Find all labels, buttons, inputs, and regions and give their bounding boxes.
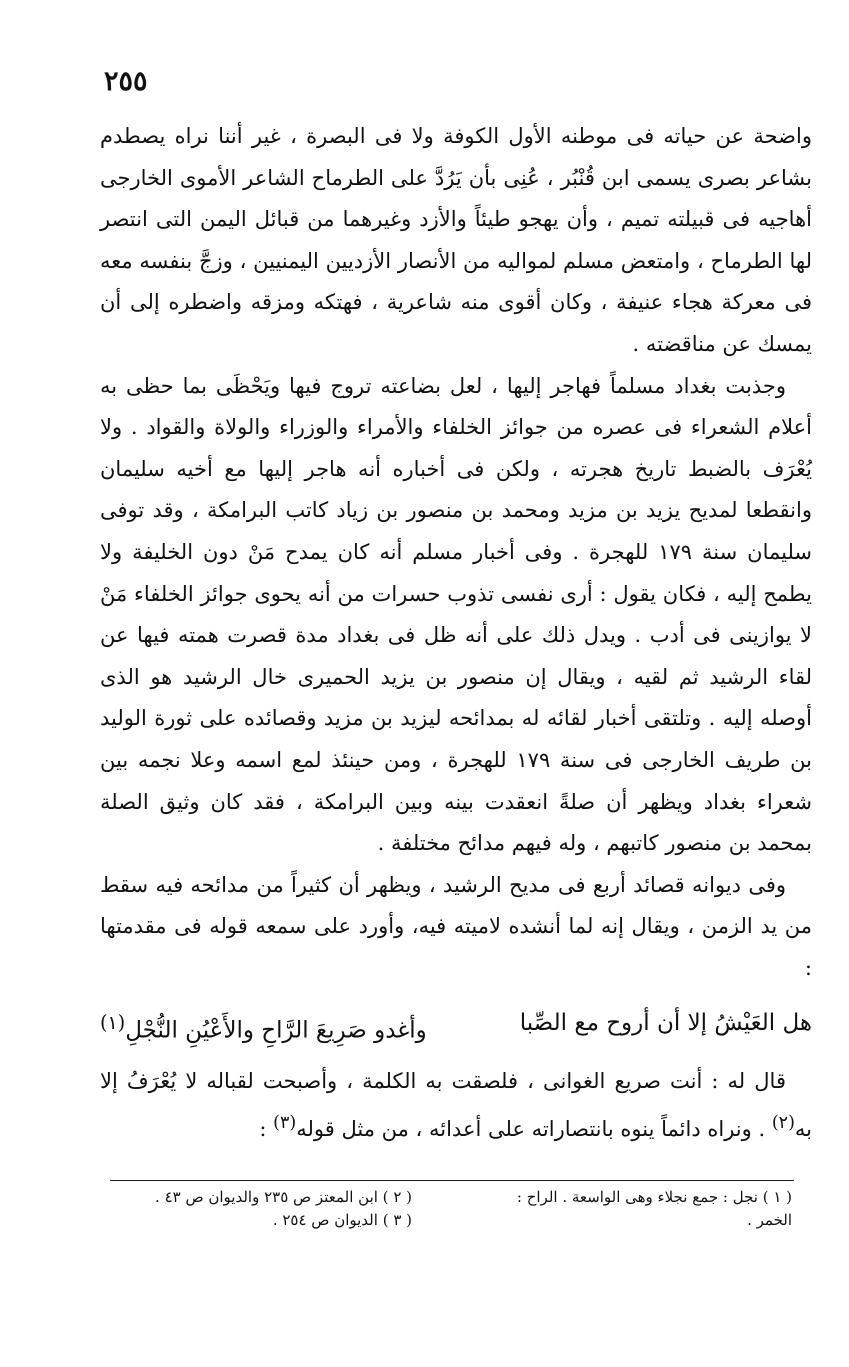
verse-first-hemistich: هل العَيْشُ إلا أن أروح مع الصِّبا [519,1010,812,1037]
closing-paragraph [100,1061,812,1150]
verse-second-hemistich [100,1001,427,1053]
footnote-3: ( ٣ ) الديوان ص ٢٥٤ . [272,1211,412,1229]
closing-text-1: قال له : أنت صريع الغوانى ، فلصقت به الكلمة ، وأصبحت لقباله لا يُعْرَفُ إلا به [100,1069,812,1141]
verse-second-hemistich-text: وأغدو صَرِيعَ الرَّاحِ والأَعْيُنِ النُّجْلِ [125,1018,427,1045]
poetry-verse [100,1001,812,1053]
footnote-ref-2: (٢) [771,1112,795,1133]
closing-text-2: . ونراه دائماً ينوه بانتصاراته على أعدائه ، من مثل قوله [296,1116,772,1141]
page-number: ٢٥٥ [104,66,148,97]
footnotes [112,1186,792,1232]
footnote-1: ( ١ ) نجل : جمع نجلاء وهى الواسعة . الراح : الخمر . [516,1188,792,1229]
footnotes-left-column [112,1186,412,1232]
footnote-ref-3: (٣) [273,1112,297,1133]
paragraph-1: واضحة عن حياته فى موطنه الأول الكوفة ولا فى البصرة ، غير أننا نراه يصطدم بشاعر بصرى يسمى ابن قُنْبُر ، عُنِى بأن يَرُدَّ على الطرماح الشاعر الأموى الخارجى أهاجيه فى قبيلته تميم ، وأن يهجو طيئاً والأزد وغيرهما من قبائل اليمن التى انتصر لها الطرماح ، وامتعض مسلم لمواليه من الأنصار الأزديين اليمنيين ، وزجَّ بنفسه معه فى معركة هجاء عنيفة ، وكان أقوى منه شاعرية ، فهتكه ومزقه واضطره إلى أن يمسك عن مناقضته . [100,124,812,356]
footnote-divider [110,1180,794,1181]
closing-text-3: : [259,1116,274,1141]
paragraph-3: وفى ديوانه قصائد أربع فى مديح الرشيد ، ويظهر أن كثيراً من مدائحه فيه سقط من يد الزمن ، ويقال إنه لما أنشده لاميته فيه، وأورد على سمعه قوله فى مقدمتها : [100,872,812,980]
main-text [100,116,812,1150]
footnotes-right-column [502,1186,792,1232]
paragraph-2: وجذبت بغداد مسلماً فهاجر إليها ، لعل بضاعته تروج فيها ويَحْظَى بما حظى به أعلام الشعراء فى عصره من جوائز الخلفاء والأمراء والوزراء والولاة والقواد . ولا يُعْرَف بالضبط تاريخ هجرته ، ولكن فى أخباره أنه هاجر إليها مع أخيه سليمان وانقطعا لمديح يزيد بن مزيد ومحمد بن منصور بن زياد كاتب البرامكة ، وقد توفى سليمان سنة ١٧٩ للهجرة . وفى أخبار مسلم أنه كان يمدح مَنْ دون الخليفة ولا يطمح إليه ، فكان يقول : أرى نفسى تذوب حسرات من أنه يحوى جوائز الخلفاء مَنْ لا يوازينى فى أدب . ويدل ذلك على أنه ظل فى بغداد مدة قصرت همته فيها عن لقاء الرشيد ثم لقيه ، ويقال إن منصور بن يزيد الحميرى خال الرشيد هو الذى أوصله إليه . وتلتقى أخبار لقائه له بمدائحه ليزيد بن مزيد وقصائده على ثورة الوليد بن طريف الخارجى فى سنة ١٧٩ للهجرة ، ومن حينئذ لمع اسمه وعلا نجمه بين شعراء بغداد ويظهر أن صلةً انعقدت بينه وبين البرامكة ، فقد كان وثيق الصلة بمحمد بن منصور كاتبهم ، وله فيهم مدائح مختلفة . [100,373,813,856]
footnote-2: ( ٢ ) ابن المعتز ص ٢٣٥ والديوان ص ٤٣ . [155,1188,412,1206]
footnote-ref-1: (١) [100,1011,126,1035]
